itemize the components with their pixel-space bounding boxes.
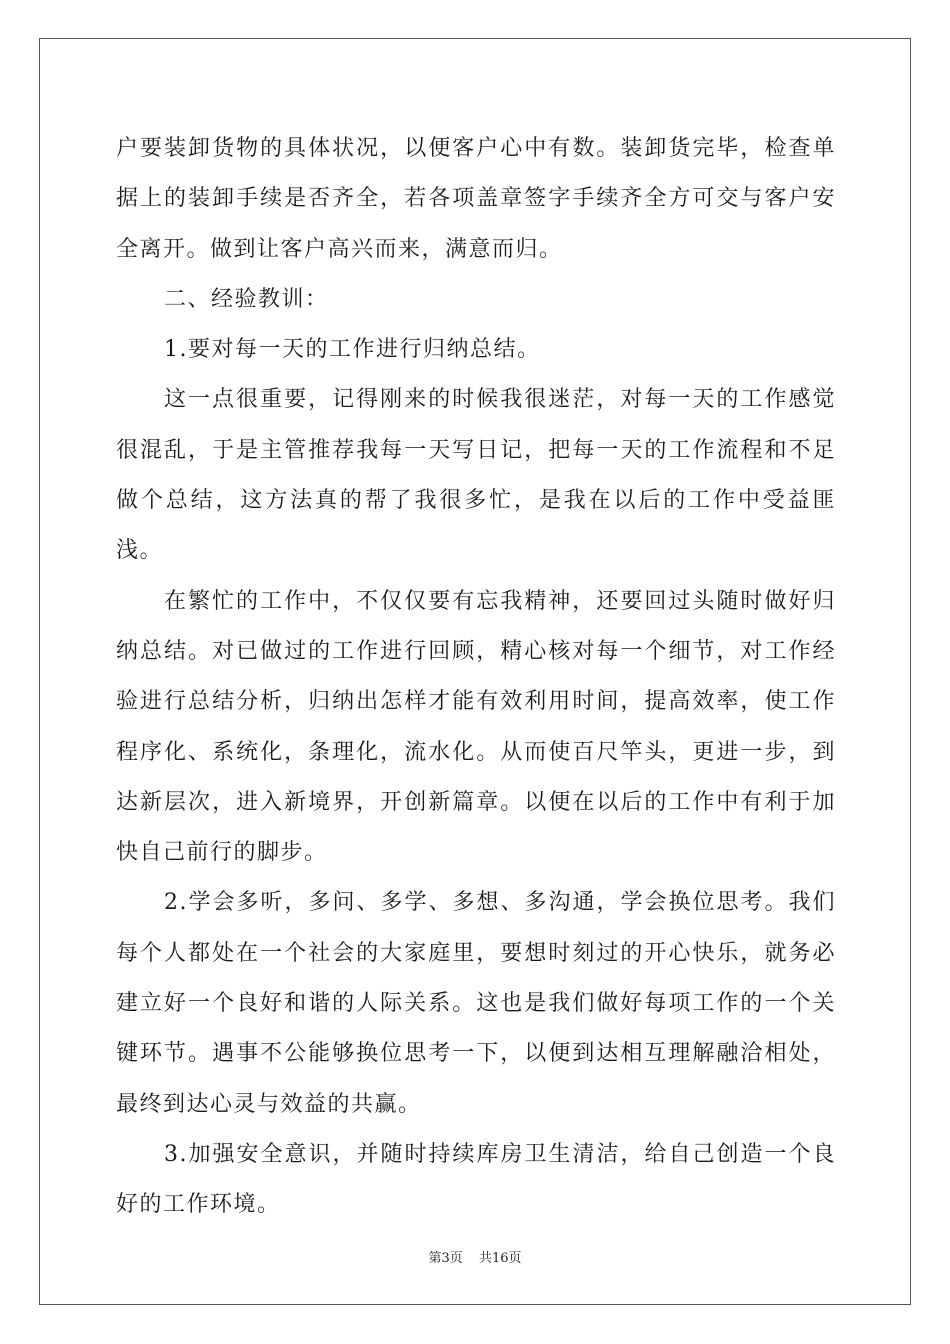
page-total: 共16页 [478, 1251, 522, 1266]
paragraph-daily-summary: 这一点很重要，记得刚来的时候我很迷茫，对每一天的工作感觉很混乱，于是主管推荐我每一天写日记，把每一天的工作流程和不足做个总结，这方法真的帮了我很多忙，是我在以后的工作中受益匪浅。 [116, 387, 836, 564]
section-heading-lessons: 二、经验教训： [164, 286, 329, 312]
page-footer [0, 1247, 950, 1266]
point-1-heading: 1.要对每一天的工作进行归纳总结。 [164, 337, 541, 363]
point-2-paragraph: 2.学会多听，多问、多学、多想、多沟通，学会换位思考。我们每个人都处在一个社会的大家庭里，要想时刻过的开心快乐，就务必建立好一个良好和谐的人际关系。这也是我们做好每项工作的一个关键环节。遇事不公能够换位思考一下，以便到达相互理解融洽相处，最终到达心灵与效益的共赢。 [116, 890, 836, 1117]
paragraph-continuation: 户要装卸货物的具体状况，以便客户心中有数。装卸货完毕，检查单据上的装卸手续是否齐全，若各项盖章签字手续齐全方可交与客户安全离开。做到让客户高兴而来，满意而归。 [116, 136, 836, 262]
point-3-paragraph: 3.加强安全意识，并随时持续库房卫生清洁，给自己创造一个良好的工作环境。 [116, 1141, 836, 1218]
document-body [116, 124, 836, 1231]
page-number: 第3页 [428, 1251, 463, 1266]
paragraph-busy-work: 在繁忙的工作中，不仅仅要有忘我精神，还要回过头随时做好归纳总结。对已做过的工作进行回顾，精心核对每一个细节，对工作经验进行总结分析，归纳出怎样才能有效利用时间，提高效率，使工作程序化、系统化，条理化，流水化。从而使百尺竿头，更进一步，到达新层次，进入新境界，开创新篇章。以便在以后的工作中有利于加快自己前行的脚步。 [116, 588, 836, 866]
